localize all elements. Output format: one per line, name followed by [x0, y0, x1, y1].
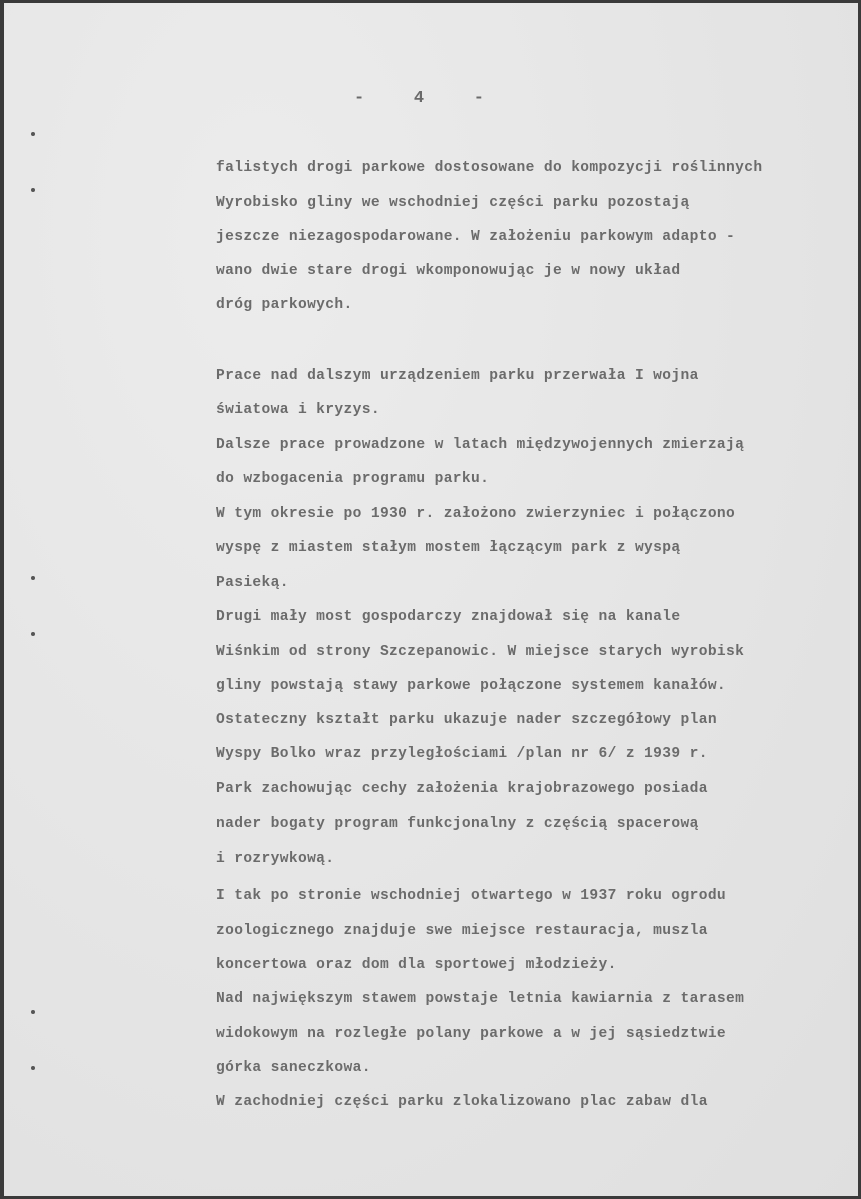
- header-left-dash: -: [354, 89, 365, 108]
- text-line: widokowym na rozległe polany parkowe a w jej sąsiedztwie: [216, 1026, 727, 1042]
- text-line: Prace nad dalszym urządzeniem parku przerwała I wojna: [216, 368, 699, 384]
- text-line: Nad największym stawem powstaje letnia kawiarnia z tarasem: [216, 991, 745, 1007]
- text-line: Ostateczny kształt parku ukazuje nader szczegółowy plan: [216, 712, 717, 728]
- text-line: gliny powstają stawy parkowe połączone systemem kanałów.: [216, 678, 727, 694]
- text-line: Park zachowując cechy założenia krajobrazowego posiada: [216, 781, 708, 797]
- text-line: górka saneczkowa.: [216, 1060, 371, 1076]
- text-line: wano dwie stare drogi wkomponowując je w nowy układ: [216, 263, 681, 279]
- page-number-header: [354, 89, 484, 108]
- text-line: Dalsze prace prowadzone w latach międzywojennych zmierzają: [216, 437, 745, 453]
- text-line: Wyrobisko gliny we wschodniej części parku pozostają: [216, 195, 690, 211]
- header-right-dash: -: [473, 89, 484, 108]
- document-page: [4, 3, 858, 1196]
- text-line: Wiśnkim od strony Szczepanowic. W miejsce starych wyrobisk: [216, 644, 745, 660]
- text-line: zoologicznego znajduje swe miejsce restauracja, muszla: [216, 923, 708, 939]
- punch-hole-mark-icon: [31, 1010, 35, 1014]
- text-line: W zachodniej części parku zlokalizowano plac zabaw dla: [216, 1094, 708, 1110]
- text-line: Wyspy Bolko wraz przyległościami /plan nr 6/ z 1939 r.: [216, 746, 708, 762]
- punch-hole-mark-icon: [31, 632, 35, 636]
- text-line: Drugi mały most gospodarczy znajdował się na kanale: [216, 609, 681, 625]
- text-line: dróg parkowych.: [216, 297, 353, 313]
- text-line: koncertowa oraz dom dla sportowej młodzieży.: [216, 957, 617, 973]
- text-line: Pasieką.: [216, 575, 289, 591]
- text-line: do wzbogacenia programu parku.: [216, 471, 490, 487]
- text-line: W tym okresie po 1930 r. założono zwierzyniec i połączono: [216, 506, 736, 522]
- punch-hole-mark-icon: [31, 576, 35, 580]
- text-line: nader bogaty program funkcjonalny z częścią spacerową: [216, 816, 699, 832]
- punch-hole-mark-icon: [31, 1066, 35, 1070]
- text-line: i rozrywkową.: [216, 851, 335, 867]
- punch-hole-mark-icon: [31, 188, 35, 192]
- text-line: jeszcze niezagospodarowane. W założeniu parkowym adapto -: [216, 229, 736, 245]
- text-line: wyspę z miastem stałym mostem łączącym park z wyspą: [216, 540, 681, 556]
- text-line: I tak po stronie wschodniej otwartego w 1937 roku ogrodu: [216, 888, 727, 904]
- text-line: falistych drogi parkowe dostosowane do kompozycji roślinnych: [216, 160, 763, 176]
- punch-hole-mark-icon: [31, 132, 35, 136]
- page-number: 4: [413, 89, 425, 108]
- text-line: światowa i kryzys.: [216, 402, 380, 418]
